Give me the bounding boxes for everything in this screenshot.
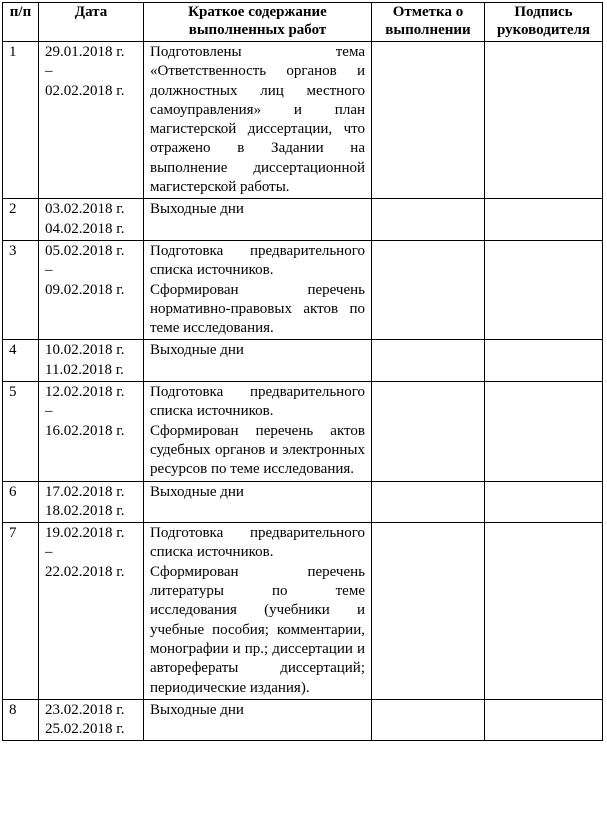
table-row (3, 481, 603, 523)
mark-cell[interactable] (372, 699, 485, 741)
header-mark: Отметка о выполнении (372, 3, 485, 42)
table-body (3, 42, 603, 741)
signature-cell[interactable] (485, 382, 603, 481)
content-paragraph: Сформирован перечень актов судебных органов и электронных ресурсов по теме исследования. (150, 422, 365, 478)
content-paragraph: Сформирован перечень литературы по теме исследования (учебники и учебные пособия; комментарии, монографии и пр.; диссертации и авторефераты диссертаций; периодические издания). (150, 563, 365, 696)
header-content: Краткое содержание выполненных работ (144, 3, 372, 42)
date-line: 09.02.2018 г. (45, 281, 125, 298)
header-date: Дата (39, 3, 144, 42)
row-content (144, 523, 372, 700)
header-row (3, 3, 603, 42)
row-content (144, 199, 372, 241)
content-paragraph: Подготовка предварительного списка источников. (150, 384, 365, 420)
mark-cell[interactable] (372, 199, 485, 241)
row-number: 2 (3, 199, 39, 241)
row-content (144, 481, 372, 523)
header-num: п/п (3, 3, 39, 42)
content-paragraph: Сформирован перечень нормативно-правовых актов по теме исследования. (150, 281, 365, 337)
content-paragraph: Выходные дни (150, 701, 244, 718)
signature-cell[interactable] (485, 42, 603, 199)
date-line: 02.02.2018 г. (45, 82, 125, 99)
row-date (39, 699, 144, 741)
row-content (144, 240, 372, 339)
content-paragraph: Выходные дни (150, 201, 244, 218)
signature-cell[interactable] (485, 523, 603, 700)
content-paragraph: Подготовлены тема «Ответственность органов и должностных лиц местного самоуправления» и план магистерской диссертации, что отражено в Задании на выполнение диссертационной магистерской работы. (150, 44, 365, 196)
work-log-table (2, 2, 603, 741)
row-date (39, 382, 144, 481)
table-row (3, 199, 603, 241)
signature-cell[interactable] (485, 699, 603, 741)
date-line: 12.02.2018 г. (45, 384, 125, 401)
date-line: 03.02.2018 г. (45, 201, 125, 218)
date-line: 05.02.2018 г. (45, 242, 125, 259)
date-line: 10.02.2018 г. (45, 342, 125, 359)
table-row (3, 699, 603, 741)
row-content (144, 699, 372, 741)
row-number: 1 (3, 42, 39, 199)
date-line: 25.02.2018 г. (45, 721, 125, 738)
date-line: 04.02.2018 г. (45, 220, 125, 237)
row-number: 3 (3, 240, 39, 339)
signature-cell[interactable] (485, 240, 603, 339)
mark-cell[interactable] (372, 42, 485, 199)
date-line: 19.02.2018 г. (45, 525, 125, 542)
date-line: 16.02.2018 г. (45, 422, 125, 439)
content-paragraph: Выходные дни (150, 483, 244, 500)
table-row (3, 523, 603, 700)
date-line: 18.02.2018 г. (45, 502, 125, 519)
row-date (39, 481, 144, 523)
row-number: 7 (3, 523, 39, 700)
content-paragraph: Подготовка предварительного списка источников. (150, 242, 365, 279)
row-number: 5 (3, 382, 39, 481)
table-row (3, 382, 603, 481)
mark-cell[interactable] (372, 523, 485, 700)
mark-cell[interactable] (372, 481, 485, 523)
mark-cell[interactable] (372, 240, 485, 339)
row-date (39, 240, 144, 339)
row-number: 6 (3, 481, 39, 523)
row-content (144, 340, 372, 382)
table-row (3, 340, 603, 382)
row-date (39, 523, 144, 700)
row-date (39, 199, 144, 241)
signature-cell[interactable] (485, 481, 603, 523)
signature-cell[interactable] (485, 199, 603, 241)
date-line: – (45, 262, 53, 279)
table-row (3, 240, 603, 339)
row-content (144, 42, 372, 199)
date-line: 22.02.2018 г. (45, 563, 125, 580)
mark-cell[interactable] (372, 382, 485, 481)
date-line: – (45, 403, 53, 420)
date-line: 29.01.2018 г. (45, 44, 125, 60)
signature-cell[interactable] (485, 340, 603, 382)
row-date (39, 42, 144, 199)
date-line: 23.02.2018 г. (45, 701, 125, 718)
row-content (144, 382, 372, 481)
row-date (39, 340, 144, 382)
date-line: – (45, 63, 53, 80)
row-number: 4 (3, 340, 39, 382)
date-line: – (45, 544, 53, 561)
row-number: 8 (3, 699, 39, 741)
table-row (3, 42, 603, 199)
date-line: 11.02.2018 г. (45, 361, 124, 378)
content-paragraph: Подготовка предварительного списка источников. (150, 525, 365, 561)
mark-cell[interactable] (372, 340, 485, 382)
header-sign: Подпись руководителя (485, 3, 603, 42)
date-line: 17.02.2018 г. (45, 483, 125, 500)
content-paragraph: Выходные дни (150, 342, 244, 359)
